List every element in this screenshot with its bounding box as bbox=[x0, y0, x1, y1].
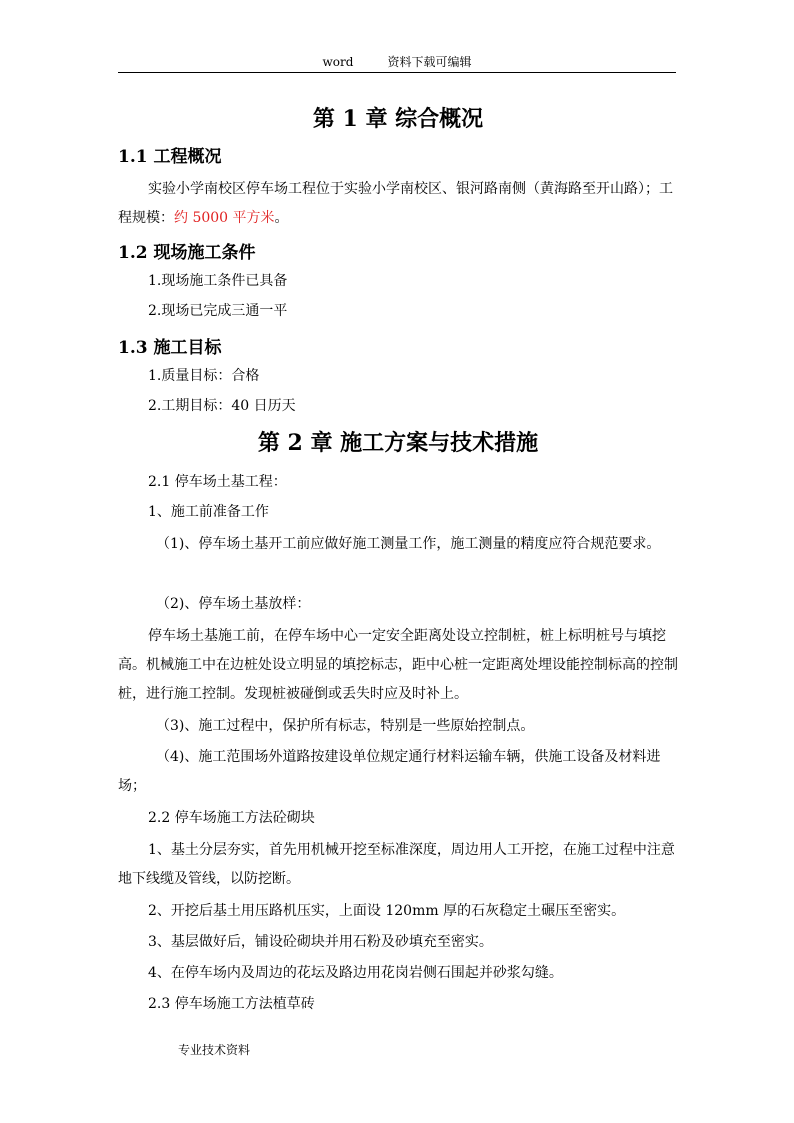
page-header bbox=[118, 52, 676, 73]
section-1-3-item-2: 2.工期目标：40 日历天 bbox=[148, 398, 296, 414]
chapter-1-title: 第 1 章 综合概况 bbox=[312, 106, 484, 132]
section-1-2-item-2: 2.现场已完成三通一平 bbox=[148, 303, 288, 319]
paragraph-item-2: （2)、停车场土基放样： bbox=[156, 596, 311, 612]
section-1-2-item-1: 1.现场施工条件已具备 bbox=[148, 273, 288, 289]
paragraph-item-3: （3)、施工过程中，保护所有标志，特别是一些原始控制点。 bbox=[156, 718, 535, 734]
header-right: 资料下载可编辑 bbox=[387, 55, 472, 69]
section-1-1-heading: 1.1 工程概况 bbox=[118, 147, 222, 167]
paragraph-stakeout: 停车场土基施工前，在停车场中心一定安全距离处设立控制桩，桩上标明桩号与填挖高。机械施工中在边桩处设立明显的填挖标志，距中心桩一定距离处埋设能控制标高的控制桩，进行施工控制。发现桩被碰倒或丢失时应及时补上。 bbox=[118, 628, 678, 702]
paragraph-step-1: 1、基土分层夯实，首先用机械开挖至标准深度，周边用人工开挖，在施工过程中注意地下线缆及管线，以防挖断。 bbox=[118, 842, 675, 887]
section-1-3-heading: 1.3 施工目标 bbox=[118, 338, 222, 358]
paragraph-step-3: 3、基层做好后，铺设砼砌块并用石粉及砂填充至密实。 bbox=[148, 934, 493, 950]
section-1-3-item-1: 1.质量目标：合格 bbox=[148, 368, 260, 384]
paragraph-item-4: （4)、施工范围场外道路按建设单位规定通行材料运输车辆，供施工设备及材料进场； bbox=[118, 749, 661, 794]
paragraph-step-4: 4、在停车场内及周边的花坛及路边用花岗岩侧石围起并砂浆勾缝。 bbox=[148, 965, 563, 981]
section-1-1-text-main: 实验小学南校区停车场工程位于实验小学南校区、银河路南侧（黄海路至开山路）；工程规模： bbox=[118, 181, 673, 226]
section-1-1-text-end: 。 bbox=[274, 210, 289, 226]
page-footer: 专业技术资料 bbox=[178, 1043, 251, 1057]
paragraph-step-2: 2、开挖后基土用压路机压实，上面设 120mm 厚的石灰稳定土碾压至密实。 bbox=[148, 903, 626, 919]
section-1-1-text bbox=[118, 175, 678, 233]
paragraph-2-3: 2.3 停车场施工方法植草砖 bbox=[148, 996, 315, 1012]
chapter-2-title: 第 2 章 施工方案与技术措施 bbox=[257, 430, 539, 456]
paragraph-item-1: （1)、停车场土基开工前应做好施工测量工作，施工测量的精度应符合规范要求。 bbox=[156, 536, 661, 552]
header-left: word bbox=[322, 55, 354, 69]
section-1-2-heading: 1.2 现场施工条件 bbox=[118, 243, 256, 263]
paragraph-2-2: 2.2 停车场施工方法砼砌块 bbox=[148, 810, 315, 826]
paragraph-prep-work: 1、施工前准备工作 bbox=[148, 504, 269, 520]
paragraph-2-1: 2.1 停车场土基工程： bbox=[148, 474, 287, 490]
project-scale: 约 5000 平方米 bbox=[174, 210, 275, 226]
